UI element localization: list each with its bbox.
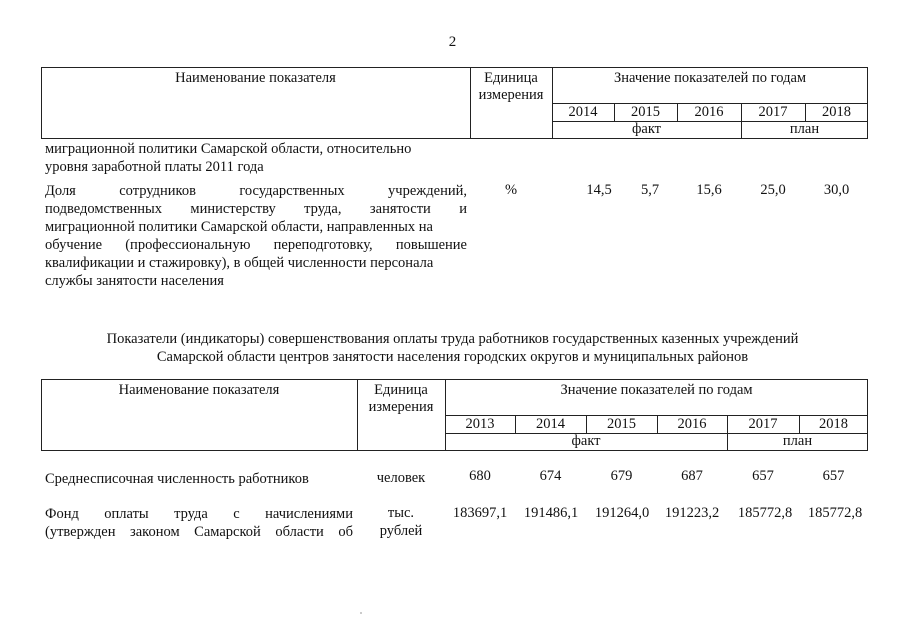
section-title-line2: Самарской области центров занятости населения городских округов и муниципальных районов — [156, 349, 749, 365]
row-value: 679 — [610, 468, 633, 484]
row-value: 191486,1 — [523, 505, 579, 521]
header-year: 2016 — [694, 104, 724, 120]
header-fact: факт — [631, 121, 662, 137]
header-name-column: Наименование показателя — [118, 382, 280, 398]
row-name-line: квалификации и стажировку), в общей численности персонала — [45, 255, 434, 271]
header-year: 2017 — [758, 104, 788, 120]
header-year: 2016 — [677, 416, 707, 432]
header-plan: план — [782, 433, 813, 449]
header-year: 2018 — [819, 416, 848, 432]
row-value: 687 — [681, 468, 703, 484]
row-value: 14,5 — [586, 182, 612, 198]
row-name: Среднесписочная численность работников — [45, 471, 309, 487]
row-value: 680 — [469, 468, 491, 484]
header-year: 2018 — [822, 104, 851, 120]
row-name-line: подведомственных министерству труда, занятости и — [45, 201, 467, 217]
row-name-line: Доля сотрудников государственных учреждений, — [45, 183, 467, 199]
row-value: 15,6 — [696, 182, 722, 198]
header-unit-line2: измерения — [368, 399, 434, 415]
header-year: 2013 — [465, 416, 495, 432]
row-name-line: службы занятости населения — [45, 273, 224, 289]
header-year: 2014 — [536, 416, 565, 432]
header-values-title: Значение показателей по годам — [613, 70, 807, 86]
row-value: 183697,1 — [452, 505, 508, 521]
row-value: 674 — [539, 468, 562, 484]
row-value: 657 — [752, 468, 774, 484]
row-unit: человек — [376, 470, 426, 486]
header-values-title: Значение показателей по годам — [560, 382, 753, 398]
header-year: 2015 — [607, 416, 636, 432]
scan-speck — [360, 612, 362, 614]
row-value: 30,0 — [823, 182, 850, 198]
row-value: 191223,2 — [664, 505, 720, 521]
row-unit-line1: тыс. — [387, 505, 415, 521]
header-year: 2014 — [568, 104, 598, 120]
header-fact: факт — [571, 433, 601, 449]
header-year: 2017 — [748, 416, 778, 432]
section-title-line1: Показатели (индикаторы) совершенствования оплаты труда работников государственных казенных учреждений — [106, 331, 799, 347]
row-name-line: миграционной политики Самарской области, направленных на — [45, 219, 433, 235]
header-unit-line2: измерения — [478, 87, 544, 103]
page-number: 2 — [448, 34, 457, 50]
header-plan: план — [789, 121, 820, 137]
header-unit-line1: Единица — [374, 382, 428, 398]
row-name-line: обучение (профессиональную переподготовку, повышение — [45, 237, 467, 253]
row-value: 185772,8 — [737, 505, 793, 521]
row-value: 185772,8 — [807, 505, 863, 521]
row-name-line: (утвержден законом Самарской области об — [45, 524, 353, 540]
row-unit: % — [504, 182, 518, 198]
row-value: 5,7 — [640, 182, 660, 198]
row-unit-line2: рублей — [379, 523, 423, 539]
continued-text-line2: уровня заработной платы 2011 года — [45, 159, 264, 175]
row-value: 191264,0 — [594, 505, 650, 521]
row-name-line: Фонд оплаты труда с начислениями — [45, 506, 353, 522]
header-year: 2015 — [631, 104, 660, 120]
row-value: 25,0 — [760, 182, 786, 198]
header-unit-line1: Единица — [484, 70, 538, 86]
row-value: 657 — [822, 468, 845, 484]
continued-text-line1: миграционной политики Самарской области, относительно — [45, 141, 412, 157]
header-name-column: Наименование показателя — [175, 70, 336, 86]
